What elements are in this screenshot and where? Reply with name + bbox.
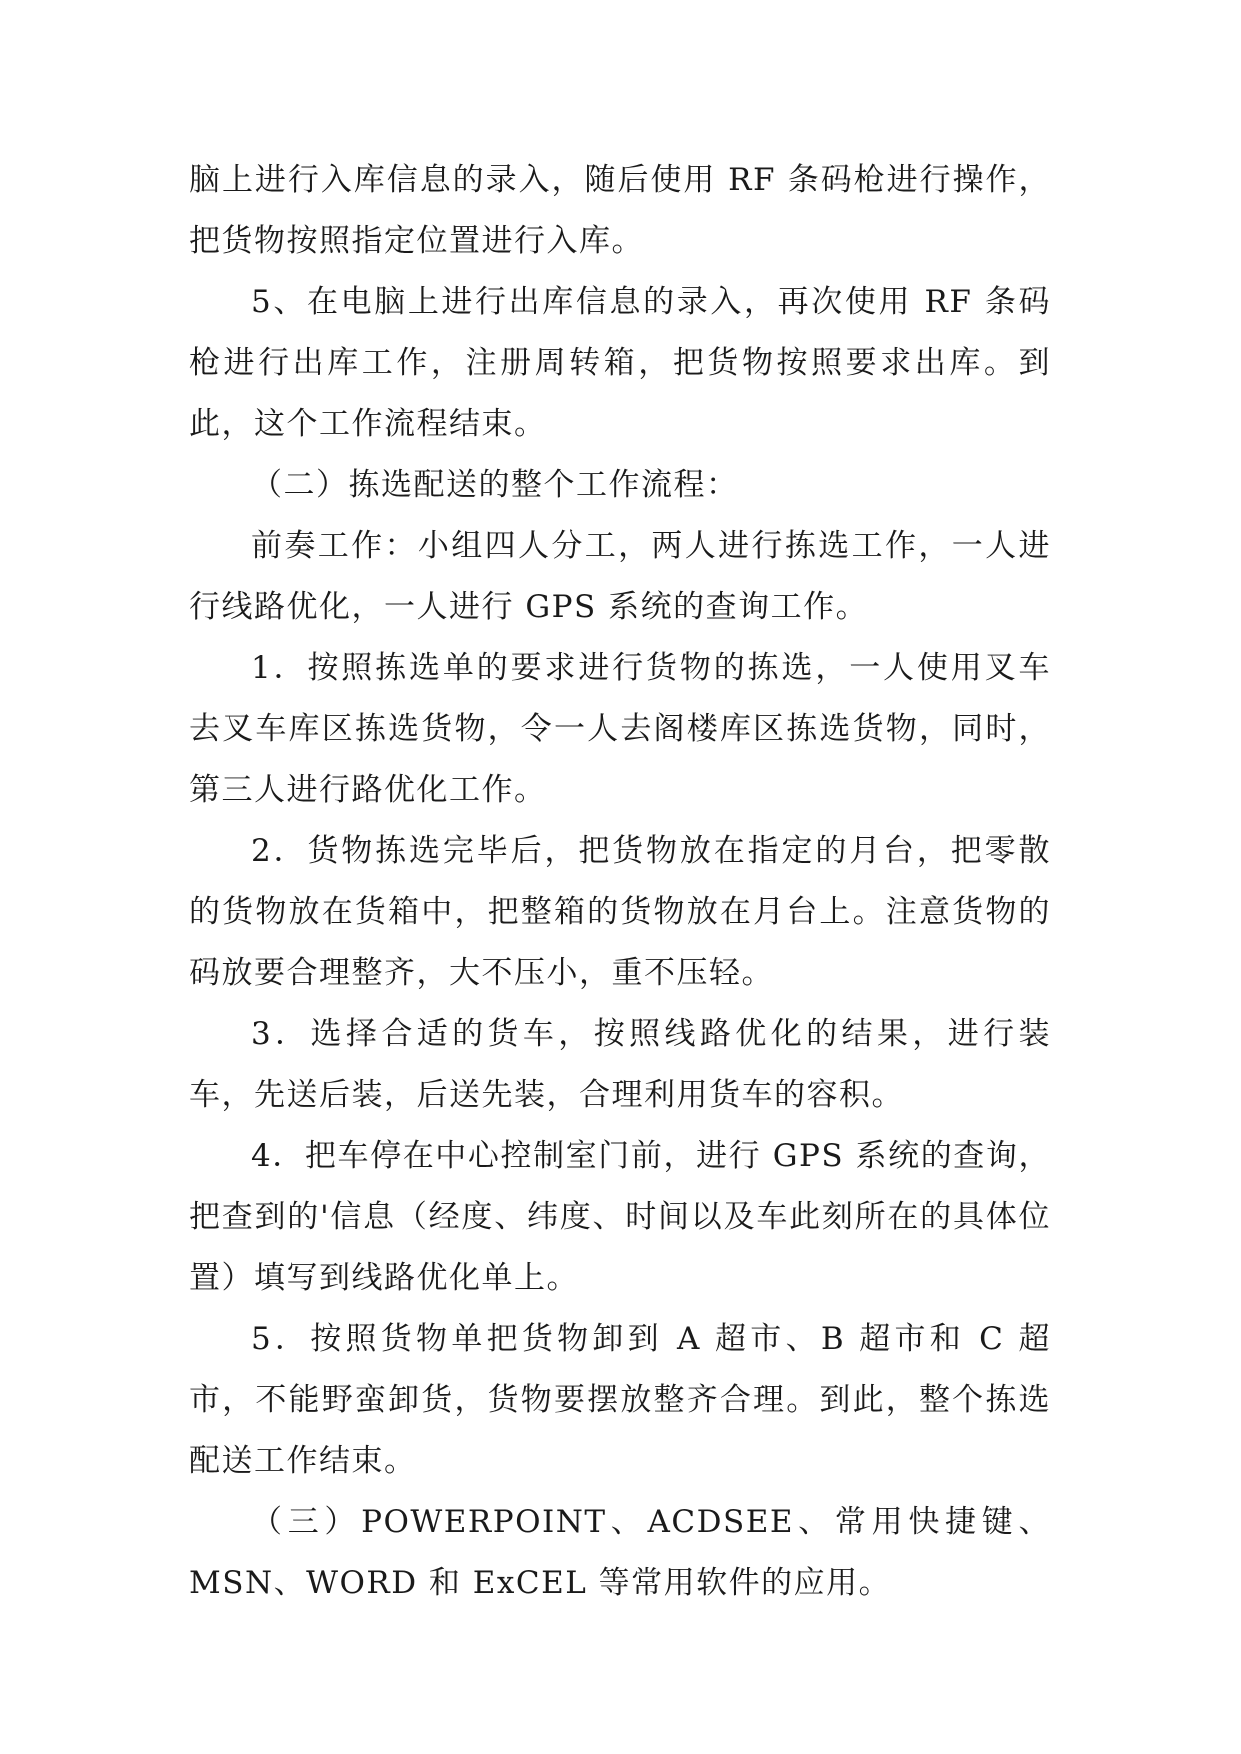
paragraph-preparation: 前奏工作：小组四人分工，两人进行拣选工作，一人进行线路优化，一人进行 GPS 系统的查询工作。 (189, 528, 1051, 625)
section-heading-software: （三）POWERPOINT、ACDSEE、常用快捷键、MSN、WORD 和 ExCEL 等常用软件的应用。 (189, 1504, 1051, 1601)
paragraph-step-1: 1．按照拣选单的要求进行货物的拣选，一人使用叉车去叉车库区拣选货物，令一人去阁楼库区拣选货物，同时，第三人进行路优化工作。 (189, 650, 1051, 808)
paragraph-step-2: 2．货物拣选完毕后，把货物放在指定的月台，把零散的货物放在货箱中，把整箱的货物放在月台上。注意货物的码放要合理整齐，大不压小，重不压轻。 (189, 833, 1051, 991)
document-body (189, 150, 1051, 1614)
paragraph-step-5-outbound: 5、在电脑上进行出库信息的录入，再次使用 RF 条码枪进行出库工作，注册周转箱，把货物按照要求出库。到此，这个工作流程结束。 (189, 284, 1051, 442)
paragraph-step-3: 3．选择合适的货车，按照线路优化的结果，进行装车，先送后装，后送先装，合理利用货车的容积。 (189, 1016, 1051, 1113)
paragraph-step-4: 4．把车停在中心控制室门前，进行 GPS 系统的查询，把查到的'信息（经度、纬度、时间以及车此刻所在的具体位置）填写到线路优化单上。 (189, 1138, 1051, 1296)
paragraph-step-5-unloading: 5．按照货物单把货物卸到 A 超市、B 超市和 C 超市，不能野蛮卸货，货物要摆放整齐合理。到此，整个拣选配送工作结束。 (189, 1321, 1051, 1479)
section-heading-picking-delivery: （二）拣选配送的整个工作流程： (251, 467, 739, 503)
paragraph-continuation: 脑上进行入库信息的录入，随后使用 RF 条码枪进行操作，把货物按照指定位置进行入库。 (189, 162, 1051, 259)
